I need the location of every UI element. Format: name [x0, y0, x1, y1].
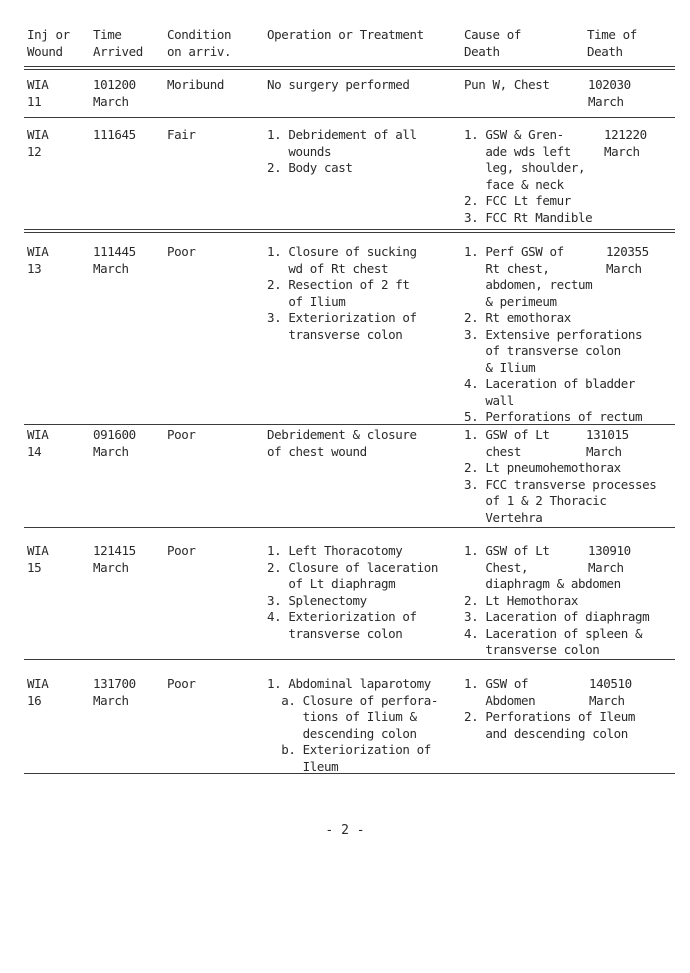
row-divider [24, 424, 675, 425]
header-divider [24, 66, 675, 70]
row-divider [24, 659, 675, 660]
header-condition: Condition on arriv. [167, 27, 232, 59]
header-time-of-death: Time of Death [587, 27, 637, 59]
cause-cell: 1. GSW & Gren- ade wds left leg, shoulder, face & neck 2. FCC Lt femur 3. FCC Rt Mandible [464, 127, 593, 225]
death-time-cell: 121220 March [604, 127, 647, 159]
treatment-cell: 1. Debridement of all wounds 2. Body cast [267, 127, 417, 175]
condition-cell: Poor [167, 543, 196, 558]
row-divider [24, 773, 675, 774]
death-time-cell: 131015 March [586, 427, 629, 459]
treatment-cell: No surgery performed [267, 77, 410, 92]
wound-cell: WIA 14 [27, 427, 49, 459]
treatment-cell: 1. Left Thoracotomy 2. Closure of laceration of Lt diaphragm 3. Splenectomy 4. Exteriorization of transverse colon [267, 543, 439, 641]
arrived-cell: 121415 March [93, 543, 136, 575]
cause-cell: 1. GSW of Lt chest 2. Lt pneumohemothorax 3. FCC transverse processes of 1 & 2 Thoracic Vertehra [464, 427, 657, 525]
wound-cell: WIA 11 [27, 77, 49, 109]
treatment-cell: 1. Closure of sucking wd of Rt chest 2. Resection of 2 ft of Ilium 3. Exteriorization of transverse colon [267, 244, 417, 342]
condition-cell: Poor [167, 676, 196, 691]
cause-cell: Pun W, Chest [464, 77, 550, 92]
cause-cell: 1. GSW of Lt Chest, diaphragm & abdomen 2. Lt Hemothorax 3. Laceration of diaphragm 4. Laceration of spleen & transverse colon [464, 543, 650, 657]
arrived-cell: 111645 [93, 127, 136, 142]
arrived-cell: 091600 March [93, 427, 136, 459]
condition-cell: Poor [167, 244, 196, 259]
wound-cell: WIA 13 [27, 244, 49, 276]
arrived-cell: 111445 March [93, 244, 136, 276]
treatment-cell: Debridement & closure of chest wound [267, 427, 417, 459]
wound-cell: WIA 16 [27, 676, 49, 708]
treatment-cell: 1. Abdominal laparotomy a. Closure of perfora- tions of Ilium & descending colon b. Exteriorization of Ileum [267, 676, 439, 774]
condition-cell: Poor [167, 427, 196, 442]
header-time-arrived: Time Arrived [93, 27, 143, 59]
header-cause-of-death: Cause of Death [464, 27, 522, 59]
death-time-cell: 140510 March [589, 676, 632, 708]
arrived-cell: 131700 March [93, 676, 136, 708]
arrived-cell: 101200 March [93, 77, 136, 109]
condition-cell: Fair [167, 127, 196, 142]
row-divider [24, 229, 675, 233]
condition-cell: Moribund [167, 77, 225, 92]
cause-cell: 1. GSW of Abdomen 2. Perforations of Ileum and descending colon [464, 676, 636, 741]
row-divider [24, 117, 675, 118]
wound-cell: WIA 12 [27, 127, 49, 159]
header-operation-treatment: Operation or Treatment [267, 27, 424, 42]
death-time-cell: 120355 March [606, 244, 649, 276]
death-time-cell: 130910 March [588, 543, 631, 575]
page-number: - 2 - [325, 823, 365, 838]
row-divider [24, 527, 675, 528]
wound-cell: WIA 15 [27, 543, 49, 575]
header-inj-or-wound: Inj or Wound [27, 27, 70, 59]
death-time-cell: 102030 March [588, 77, 631, 109]
cause-cell: 1. Perf GSW of Rt chest, abdomen, rectum & perimeum 2. Rt emothorax 3. Extensive perforations of transverse colon & Ilium 4. Laceration of bladder wall 5. Perforations of rectum [464, 244, 643, 424]
